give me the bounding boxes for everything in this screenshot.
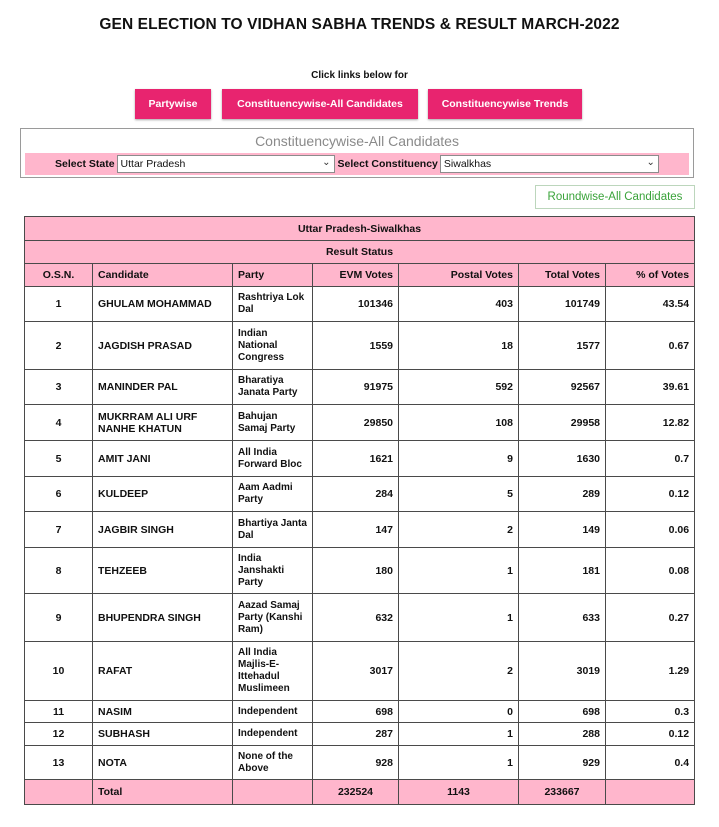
row-party: Independent (233, 723, 313, 746)
row-party: All India Forward Bloc (233, 441, 313, 477)
row-party: Aazad Samaj Party (Kanshi Ram) (233, 594, 313, 642)
total-percent-cell (606, 780, 695, 805)
row-osn: 5 (25, 441, 93, 477)
row-candidate: NOTA (93, 746, 233, 780)
row-total-votes: 3019 (519, 642, 606, 701)
row-evm-votes: 284 (313, 477, 399, 512)
row-candidate: JAGBIR SINGH (93, 512, 233, 548)
row-osn: 9 (25, 594, 93, 642)
table-subtitle: Result Status (25, 241, 695, 264)
table-row (25, 548, 695, 594)
row-postal-votes: 5 (399, 477, 519, 512)
row-total-votes: 1577 (519, 322, 606, 370)
row-candidate: TEHZEEB (93, 548, 233, 594)
constituency-select-value: Siwalkhas (443, 158, 492, 170)
row-osn: 10 (25, 642, 93, 701)
selector-heading: Constituencywise-All Candidates (255, 133, 459, 149)
row-party: None of the Above (233, 746, 313, 780)
row-candidate: NASIM (93, 701, 233, 723)
row-percent-votes: 39.61 (606, 370, 695, 405)
row-evm-votes: 91975 (313, 370, 399, 405)
row-postal-votes: 108 (399, 405, 519, 441)
partywise-button[interactable]: Partywise (135, 89, 211, 119)
row-postal-votes: 1 (399, 723, 519, 746)
constituencywise-trends-button[interactable]: Constituencywise Trends (428, 89, 582, 119)
row-osn: 2 (25, 322, 93, 370)
row-osn: 7 (25, 512, 93, 548)
header-total-votes: Total Votes (519, 264, 606, 287)
row-evm-votes: 1621 (313, 441, 399, 477)
table-row (25, 642, 695, 701)
total-postal-votes: 1143 (399, 780, 519, 805)
row-party: All India Majlis-E-Ittehadul Muslimeen (233, 642, 313, 701)
selector-panel (20, 128, 694, 178)
row-evm-votes: 180 (313, 548, 399, 594)
constituencywise-all-candidates-button[interactable]: Constituencywise-All Candidates (222, 89, 418, 119)
row-osn: 12 (25, 723, 93, 746)
row-osn: 8 (25, 548, 93, 594)
state-select[interactable] (117, 155, 335, 173)
row-total-votes: 92567 (519, 370, 606, 405)
row-postal-votes: 1 (399, 746, 519, 780)
row-evm-votes: 632 (313, 594, 399, 642)
row-party: Bahujan Samaj Party (233, 405, 313, 441)
header-evm-votes: EVM Votes (313, 264, 399, 287)
row-percent-votes: 0.08 (606, 548, 695, 594)
row-percent-votes: 0.3 (606, 701, 695, 723)
row-candidate: KULDEEP (93, 477, 233, 512)
row-postal-votes: 9 (399, 441, 519, 477)
row-evm-votes: 928 (313, 746, 399, 780)
table-row (25, 405, 695, 441)
row-party: Aam Aadmi Party (233, 477, 313, 512)
row-osn: 11 (25, 701, 93, 723)
row-percent-votes: 43.54 (606, 287, 695, 322)
row-candidate: BHUPENDRA SINGH (93, 594, 233, 642)
row-total-votes: 288 (519, 723, 606, 746)
table-row (25, 594, 695, 642)
row-total-votes: 1630 (519, 441, 606, 477)
table-row (25, 441, 695, 477)
row-osn: 1 (25, 287, 93, 322)
row-evm-votes: 147 (313, 512, 399, 548)
constituency-label: Select Constituency (337, 158, 438, 170)
selector-row (25, 153, 689, 175)
row-candidate: GHULAM MOHAMMAD (93, 287, 233, 322)
state-select-value: Uttar Pradesh (120, 158, 186, 170)
table-row (25, 701, 695, 723)
links-caption: Click links below for (311, 70, 408, 81)
row-evm-votes: 698 (313, 701, 399, 723)
row-total-votes: 29958 (519, 405, 606, 441)
row-percent-votes: 0.67 (606, 322, 695, 370)
table-row (25, 287, 695, 322)
row-candidate: MUKRRAM ALI URF NANHE KHATUN (93, 405, 233, 441)
row-total-votes: 101749 (519, 287, 606, 322)
row-party: Bharatiya Janata Party (233, 370, 313, 405)
total-osn-cell (25, 780, 93, 805)
row-postal-votes: 2 (399, 642, 519, 701)
table-title: Uttar Pradesh-Siwalkhas (25, 217, 695, 241)
row-candidate: MANINDER PAL (93, 370, 233, 405)
row-percent-votes: 0.06 (606, 512, 695, 548)
chevron-down-icon: ⌄ (322, 157, 331, 168)
chevron-down-icon: ⌄ (646, 157, 655, 168)
table-row (25, 370, 695, 405)
row-candidate: AMIT JANI (93, 441, 233, 477)
row-evm-votes: 1559 (313, 322, 399, 370)
row-postal-votes: 1 (399, 548, 519, 594)
table-row (25, 746, 695, 780)
results-body (25, 287, 695, 805)
row-percent-votes: 0.27 (606, 594, 695, 642)
row-percent-votes: 12.82 (606, 405, 695, 441)
header-candidate: Candidate (93, 264, 233, 287)
header-party: Party (233, 264, 313, 287)
header-postal-votes: Postal Votes (399, 264, 519, 287)
table-row (25, 322, 695, 370)
row-candidate: SUBHASH (93, 723, 233, 746)
row-osn: 13 (25, 746, 93, 780)
total-row (25, 780, 695, 805)
row-osn: 3 (25, 370, 93, 405)
table-row (25, 723, 695, 746)
row-total-votes: 289 (519, 477, 606, 512)
total-party-cell (233, 780, 313, 805)
roundwise-all-candidates-button[interactable]: Roundwise-All Candidates (535, 185, 695, 209)
row-party: Bhartiya Janta Dal (233, 512, 313, 548)
row-postal-votes: 2 (399, 512, 519, 548)
row-percent-votes: 0.12 (606, 723, 695, 746)
row-osn: 4 (25, 405, 93, 441)
row-party: Independent (233, 701, 313, 723)
results-table (24, 216, 695, 805)
row-percent-votes: 0.12 (606, 477, 695, 512)
row-candidate: RAFAT (93, 642, 233, 701)
row-total-votes: 149 (519, 512, 606, 548)
row-evm-votes: 3017 (313, 642, 399, 701)
row-total-votes: 633 (519, 594, 606, 642)
constituency-select[interactable] (440, 155, 659, 173)
table-row (25, 512, 695, 548)
table-row (25, 477, 695, 512)
row-candidate: JAGDISH PRASAD (93, 322, 233, 370)
row-osn: 6 (25, 477, 93, 512)
row-postal-votes: 592 (399, 370, 519, 405)
total-label: Total (93, 780, 233, 805)
total-evm-votes: 232524 (313, 780, 399, 805)
row-party: India Janshakti Party (233, 548, 313, 594)
row-total-votes: 929 (519, 746, 606, 780)
state-label: Select State (55, 158, 115, 170)
page-title: GEN ELECTION TO VIDHAN SABHA TRENDS & RESULT MARCH-2022 (99, 16, 620, 33)
row-party: Rashtriya Lok Dal (233, 287, 313, 322)
total-votes: 233667 (519, 780, 606, 805)
row-total-votes: 181 (519, 548, 606, 594)
row-percent-votes: 0.7 (606, 441, 695, 477)
row-postal-votes: 0 (399, 701, 519, 723)
row-evm-votes: 101346 (313, 287, 399, 322)
row-postal-votes: 403 (399, 287, 519, 322)
header-percent-votes: % of Votes (606, 264, 695, 287)
row-postal-votes: 18 (399, 322, 519, 370)
row-evm-votes: 287 (313, 723, 399, 746)
row-total-votes: 698 (519, 701, 606, 723)
row-party: Indian National Congress (233, 322, 313, 370)
header-osn: O.S.N. (25, 264, 93, 287)
row-evm-votes: 29850 (313, 405, 399, 441)
row-percent-votes: 1.29 (606, 642, 695, 701)
row-postal-votes: 1 (399, 594, 519, 642)
row-percent-votes: 0.4 (606, 746, 695, 780)
